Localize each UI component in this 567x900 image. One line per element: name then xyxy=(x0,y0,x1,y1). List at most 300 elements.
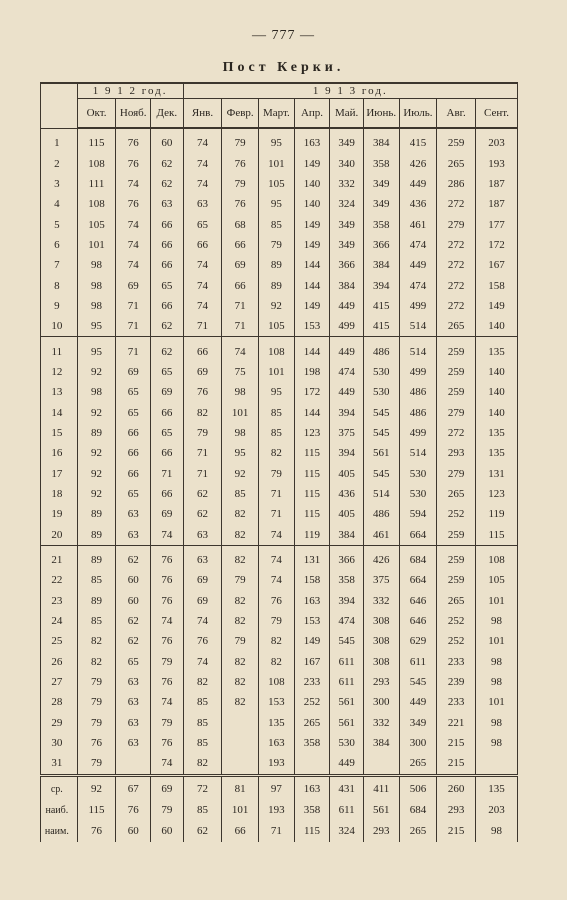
month-header-row xyxy=(41,99,518,129)
table-cell: 98 xyxy=(77,255,116,275)
table-row xyxy=(41,214,518,234)
month-header: Янв. xyxy=(183,99,222,129)
table-cell: 62 xyxy=(116,545,151,570)
table-cell: 486 xyxy=(399,402,437,422)
table-cell: 193 xyxy=(475,153,517,173)
table-cell: 76 xyxy=(222,153,259,173)
table-cell: 233 xyxy=(437,652,476,672)
table-cell: 221 xyxy=(437,713,476,733)
table-cell: 63 xyxy=(151,194,184,214)
table-row xyxy=(41,153,518,173)
summary-cell: 115 xyxy=(294,821,330,842)
table-cell: 66 xyxy=(222,235,259,255)
table-cell: 684 xyxy=(399,545,437,570)
table-cell: 119 xyxy=(475,504,517,524)
table-cell: 384 xyxy=(330,525,364,546)
table-row xyxy=(41,611,518,631)
page-number: — 777 — xyxy=(252,28,315,43)
table-row xyxy=(41,275,518,295)
table-cell: 394 xyxy=(330,591,364,611)
table-cell: 486 xyxy=(363,504,399,524)
table-cell: 149 xyxy=(294,214,330,234)
table-cell: 611 xyxy=(330,672,364,692)
table-cell: 215 xyxy=(437,733,476,753)
day-label: 3 xyxy=(41,174,78,194)
table-cell: 474 xyxy=(399,275,437,295)
table-cell: 69 xyxy=(183,362,222,382)
table-cell: 286 xyxy=(437,174,476,194)
table-cell: 499 xyxy=(399,296,437,316)
table-cell: 105 xyxy=(259,174,295,194)
table-cell: 85 xyxy=(183,692,222,712)
table-cell: 514 xyxy=(399,443,437,463)
table-cell: 92 xyxy=(77,484,116,504)
table-cell: 71 xyxy=(183,443,222,463)
table-cell: 82 xyxy=(259,631,295,651)
table-cell: 153 xyxy=(294,611,330,631)
table-cell: 308 xyxy=(363,652,399,672)
table-cell: 92 xyxy=(222,464,259,484)
table-cell: 144 xyxy=(294,275,330,295)
table-cell: 101 xyxy=(77,235,116,255)
table-cell: 65 xyxy=(116,402,151,422)
table-cell: 98 xyxy=(475,713,517,733)
table-cell: 79 xyxy=(222,174,259,194)
table-cell: 149 xyxy=(294,235,330,255)
table-cell: 115 xyxy=(294,464,330,484)
table-cell: 135 xyxy=(475,423,517,443)
table-cell: 105 xyxy=(77,214,116,234)
table-row xyxy=(41,672,518,692)
table-row xyxy=(41,504,518,524)
table-cell: 92 xyxy=(77,464,116,484)
summary-cell: 115 xyxy=(77,800,116,821)
summary-cell: 411 xyxy=(363,775,399,800)
table-cell: 163 xyxy=(259,733,295,753)
table-cell: 135 xyxy=(475,443,517,463)
table-cell: 101 xyxy=(222,402,259,422)
table-cell: 308 xyxy=(363,611,399,631)
table-cell: 115 xyxy=(294,484,330,504)
day-label: 16 xyxy=(41,443,78,463)
table-cell: 66 xyxy=(151,484,184,504)
table-cell: 76 xyxy=(151,591,184,611)
table-cell: 308 xyxy=(363,631,399,651)
summary-cell: 561 xyxy=(363,800,399,821)
table-cell: 149 xyxy=(294,153,330,173)
table-cell: 69 xyxy=(183,570,222,590)
day-label: 14 xyxy=(41,402,78,422)
table-cell: 449 xyxy=(330,337,364,362)
table-cell: 332 xyxy=(363,591,399,611)
table-cell: 76 xyxy=(116,194,151,214)
table-cell: 66 xyxy=(116,423,151,443)
day-label: 25 xyxy=(41,631,78,651)
table-cell: 82 xyxy=(222,672,259,692)
table-row xyxy=(41,235,518,255)
table-cell: 332 xyxy=(363,713,399,733)
table-cell: 158 xyxy=(475,275,517,295)
summary-cell: 85 xyxy=(183,800,222,821)
table-cell: 394 xyxy=(363,275,399,295)
table-cell: 149 xyxy=(475,296,517,316)
table-cell: 82 xyxy=(77,652,116,672)
table-cell: 101 xyxy=(475,591,517,611)
table-cell: 530 xyxy=(399,464,437,484)
table-cell: 79 xyxy=(151,652,184,672)
table-cell: 69 xyxy=(116,362,151,382)
year-1912-header: 1 9 1 2 год. xyxy=(77,83,183,99)
table-cell: 514 xyxy=(399,337,437,362)
table-cell: 449 xyxy=(399,255,437,275)
table-cell: 203 xyxy=(475,128,517,153)
table-cell: 76 xyxy=(151,631,184,651)
table-cell: 108 xyxy=(77,153,116,173)
summary-cell: 684 xyxy=(399,800,437,821)
summary-cell: 69 xyxy=(151,775,184,800)
table-cell: 149 xyxy=(294,296,330,316)
table-cell: 105 xyxy=(475,570,517,590)
table-cell: 66 xyxy=(116,464,151,484)
day-label: 22 xyxy=(41,570,78,590)
table-cell: 561 xyxy=(330,713,364,733)
day-label: 10 xyxy=(41,316,78,337)
table-cell: 366 xyxy=(330,255,364,275)
table-cell: 65 xyxy=(151,275,184,295)
table-cell: 415 xyxy=(363,296,399,316)
table-cell: 65 xyxy=(116,382,151,402)
day-label: 19 xyxy=(41,504,78,524)
table-cell: 63 xyxy=(183,545,222,570)
table-cell: 74 xyxy=(116,255,151,275)
table-cell: 474 xyxy=(399,235,437,255)
table-cell: 426 xyxy=(363,545,399,570)
table-cell: 252 xyxy=(437,631,476,651)
table-cell: 66 xyxy=(151,296,184,316)
table-cell: 66 xyxy=(183,337,222,362)
table-row xyxy=(41,652,518,672)
table-cell: 366 xyxy=(330,545,364,570)
table-cell: 265 xyxy=(437,153,476,173)
day-label: 17 xyxy=(41,464,78,484)
summary-rows xyxy=(41,775,518,842)
table-cell: 140 xyxy=(294,194,330,214)
table-cell: 332 xyxy=(330,174,364,194)
table-cell: 449 xyxy=(399,692,437,712)
table-cell: 115 xyxy=(77,128,116,153)
table-cell: 66 xyxy=(151,235,184,255)
table-cell: 85 xyxy=(77,570,116,590)
page-title: Пост Керки. xyxy=(222,60,345,75)
table-cell: 646 xyxy=(399,611,437,631)
table-cell: 76 xyxy=(259,591,295,611)
table-cell: 215 xyxy=(437,753,476,775)
corner-cell xyxy=(41,83,78,128)
table-cell: 79 xyxy=(77,713,116,733)
day-label: 28 xyxy=(41,692,78,712)
table-cell: 76 xyxy=(116,153,151,173)
month-header: Февр. xyxy=(222,99,259,129)
table-cell: 530 xyxy=(330,733,364,753)
table-cell: 119 xyxy=(294,525,330,546)
table-cell: 349 xyxy=(330,128,364,153)
table-cell: 514 xyxy=(363,484,399,504)
table-cell: 259 xyxy=(437,337,476,362)
table-cell: 349 xyxy=(363,194,399,214)
table-cell: 272 xyxy=(437,296,476,316)
table-cell: 76 xyxy=(151,733,184,753)
table-cell: 82 xyxy=(259,652,295,672)
summary-cell: 66 xyxy=(222,821,259,842)
table-cell: 63 xyxy=(183,525,222,546)
days-21-31 xyxy=(41,545,518,775)
table-cell: 79 xyxy=(77,692,116,712)
table-cell: 66 xyxy=(151,214,184,234)
day-label: 11 xyxy=(41,337,78,362)
day-label: 30 xyxy=(41,733,78,753)
table-cell: 98 xyxy=(77,275,116,295)
table-cell: 63 xyxy=(183,194,222,214)
table-cell: 85 xyxy=(222,484,259,504)
table-cell: 65 xyxy=(116,484,151,504)
table-cell: 272 xyxy=(437,255,476,275)
table-cell: 98 xyxy=(77,382,116,402)
table-cell: 74 xyxy=(151,611,184,631)
summary-cell: 506 xyxy=(399,775,437,800)
table-cell: 108 xyxy=(77,194,116,214)
table-cell: 115 xyxy=(294,443,330,463)
table-cell: 461 xyxy=(399,214,437,234)
summary-cell: 60 xyxy=(116,821,151,842)
table-cell: 265 xyxy=(437,484,476,504)
table-cell: 89 xyxy=(77,545,116,570)
summary-cell: 215 xyxy=(437,821,476,842)
table-cell: 66 xyxy=(151,443,184,463)
table-cell: 95 xyxy=(259,194,295,214)
table-cell: 172 xyxy=(294,382,330,402)
day-label: 4 xyxy=(41,194,78,214)
table-cell: 272 xyxy=(437,423,476,443)
table-cell: 187 xyxy=(475,194,517,214)
table-cell: 92 xyxy=(77,362,116,382)
table-cell xyxy=(294,753,330,775)
table-cell: 115 xyxy=(294,504,330,524)
table-cell: 82 xyxy=(222,545,259,570)
table-row xyxy=(41,443,518,463)
table-cell: 140 xyxy=(475,316,517,337)
table-cell: 594 xyxy=(399,504,437,524)
table-cell: 74 xyxy=(183,255,222,275)
day-label: 27 xyxy=(41,672,78,692)
summary-row xyxy=(41,800,518,821)
table-row xyxy=(41,713,518,733)
table-cell: 461 xyxy=(363,525,399,546)
table-cell: 415 xyxy=(399,128,437,153)
table-cell: 123 xyxy=(294,423,330,443)
table-cell: 98 xyxy=(475,733,517,753)
table-cell: 69 xyxy=(183,591,222,611)
table-cell: 358 xyxy=(363,214,399,234)
month-header: Нояб. xyxy=(116,99,151,129)
table-cell: 79 xyxy=(77,753,116,775)
table-cell: 71 xyxy=(116,296,151,316)
table-cell xyxy=(363,753,399,775)
month-header: Сент. xyxy=(475,99,517,129)
table-cell: 95 xyxy=(259,382,295,402)
table-cell: 71 xyxy=(116,337,151,362)
table-cell: 108 xyxy=(259,337,295,362)
table-cell: 394 xyxy=(330,402,364,422)
day-label: 9 xyxy=(41,296,78,316)
day-label: 8 xyxy=(41,275,78,295)
table-row xyxy=(41,484,518,504)
table-cell: 436 xyxy=(330,484,364,504)
table-cell: 98 xyxy=(475,611,517,631)
table-row xyxy=(41,255,518,275)
table-cell: 611 xyxy=(399,652,437,672)
day-label: 13 xyxy=(41,382,78,402)
table-cell: 123 xyxy=(475,484,517,504)
table-cell: 375 xyxy=(363,570,399,590)
table-cell: 158 xyxy=(294,570,330,590)
table-cell: 415 xyxy=(363,316,399,337)
summary-cell: 97 xyxy=(259,775,295,800)
month-header: Май. xyxy=(330,99,364,129)
table-cell: 71 xyxy=(222,316,259,337)
table-row xyxy=(41,570,518,590)
month-header: Апр. xyxy=(294,99,330,129)
table-cell: 79 xyxy=(259,611,295,631)
table-cell: 89 xyxy=(77,525,116,546)
table-cell: 60 xyxy=(116,591,151,611)
table-cell: 82 xyxy=(222,652,259,672)
table-cell: 265 xyxy=(437,591,476,611)
table-cell: 66 xyxy=(151,255,184,275)
table-cell: 153 xyxy=(294,316,330,337)
days-11-20 xyxy=(41,337,518,545)
table-cell: 499 xyxy=(330,316,364,337)
summary-cell: 260 xyxy=(437,775,476,800)
table-cell: 92 xyxy=(77,402,116,422)
table-cell: 349 xyxy=(330,235,364,255)
table-cell: 193 xyxy=(259,753,295,775)
table-cell: 144 xyxy=(294,337,330,362)
summary-label: ср. xyxy=(41,775,78,800)
table-cell: 358 xyxy=(294,733,330,753)
water-level-table xyxy=(40,82,518,842)
table-row xyxy=(41,128,518,153)
summary-cell: 135 xyxy=(475,775,517,800)
summary-row xyxy=(41,821,518,842)
table-cell: 384 xyxy=(363,128,399,153)
summary-cell: 431 xyxy=(330,775,364,800)
table-cell: 293 xyxy=(437,443,476,463)
summary-label: наиб. xyxy=(41,800,78,821)
table-cell: 259 xyxy=(437,362,476,382)
table-cell: 76 xyxy=(77,733,116,753)
table-cell: 167 xyxy=(294,652,330,672)
table-cell: 449 xyxy=(330,753,364,775)
day-label: 7 xyxy=(41,255,78,275)
table-cell: 499 xyxy=(399,423,437,443)
table-cell: 98 xyxy=(77,296,116,316)
day-label: 6 xyxy=(41,235,78,255)
table-cell: 60 xyxy=(151,128,184,153)
table-cell: 92 xyxy=(77,443,116,463)
table-row xyxy=(41,402,518,422)
table-row xyxy=(41,194,518,214)
table-cell: 69 xyxy=(151,504,184,524)
table-cell: 74 xyxy=(183,128,222,153)
table-cell: 85 xyxy=(183,713,222,733)
table-cell: 65 xyxy=(151,423,184,443)
table-cell: 76 xyxy=(151,570,184,590)
table-cell: 74 xyxy=(116,174,151,194)
table-cell: 66 xyxy=(222,275,259,295)
summary-cell: 60 xyxy=(151,821,184,842)
table-cell: 499 xyxy=(399,362,437,382)
table-cell: 405 xyxy=(330,464,364,484)
day-label: 2 xyxy=(41,153,78,173)
table-cell: 366 xyxy=(363,235,399,255)
table-cell: 272 xyxy=(437,235,476,255)
table-cell: 111 xyxy=(77,174,116,194)
table-cell: 300 xyxy=(399,733,437,753)
table-cell: 71 xyxy=(222,296,259,316)
table-cell: 105 xyxy=(259,316,295,337)
table-cell: 65 xyxy=(116,652,151,672)
table-cell: 79 xyxy=(259,235,295,255)
table-cell: 153 xyxy=(259,692,295,712)
table-cell: 300 xyxy=(363,692,399,712)
table-cell: 135 xyxy=(475,337,517,362)
table-cell: 140 xyxy=(475,362,517,382)
summary-cell: 324 xyxy=(330,821,364,842)
summary-cell: 79 xyxy=(151,800,184,821)
table-cell: 545 xyxy=(363,464,399,484)
table-cell: 144 xyxy=(294,255,330,275)
summary-cell: 81 xyxy=(222,775,259,800)
month-header: Июль. xyxy=(399,99,437,129)
table-cell: 85 xyxy=(259,214,295,234)
table-cell: 629 xyxy=(399,631,437,651)
table-cell: 65 xyxy=(183,214,222,234)
table-cell: 384 xyxy=(330,275,364,295)
table-cell: 95 xyxy=(259,128,295,153)
table-cell: 74 xyxy=(259,570,295,590)
table-cell: 279 xyxy=(437,402,476,422)
table-cell: 60 xyxy=(116,570,151,590)
table-cell: 89 xyxy=(259,275,295,295)
day-label: 20 xyxy=(41,525,78,546)
day-label: 26 xyxy=(41,652,78,672)
table-cell: 259 xyxy=(437,570,476,590)
table-cell: 163 xyxy=(294,128,330,153)
table-cell: 239 xyxy=(437,672,476,692)
summary-cell: 76 xyxy=(116,800,151,821)
table-cell: 69 xyxy=(116,275,151,295)
table-cell: 74 xyxy=(259,525,295,546)
table-row xyxy=(41,362,518,382)
day-label: 5 xyxy=(41,214,78,234)
table-cell: 187 xyxy=(475,174,517,194)
table-cell: 85 xyxy=(77,611,116,631)
table-cell: 177 xyxy=(475,214,517,234)
table-cell: 474 xyxy=(330,362,364,382)
table-cell: 79 xyxy=(259,464,295,484)
table-cell: 79 xyxy=(183,423,222,443)
table-row xyxy=(41,733,518,753)
